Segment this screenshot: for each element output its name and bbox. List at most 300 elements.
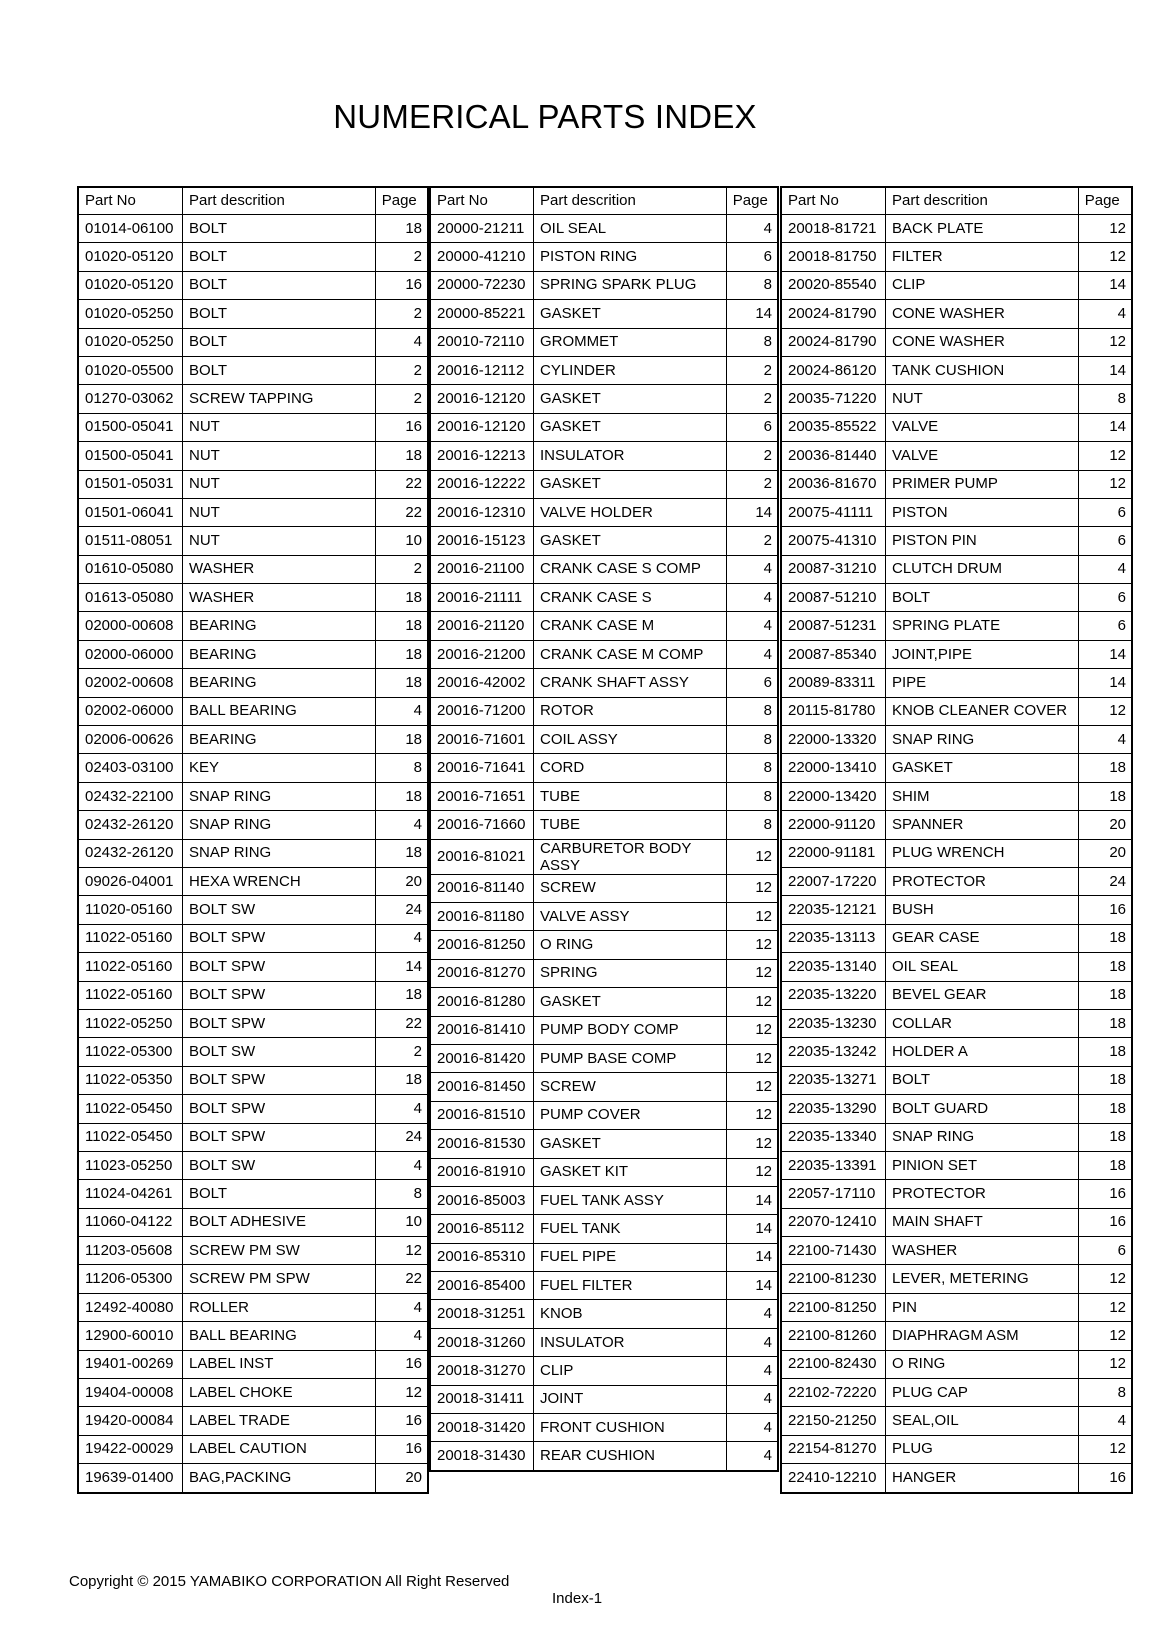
page-reference: 12 <box>1078 470 1132 498</box>
part-number: 22035-13230 <box>781 1009 885 1037</box>
part-number: 22000-13420 <box>781 782 885 810</box>
part-number: 20087-51231 <box>781 612 885 640</box>
part-number: 01613-05080 <box>78 584 182 612</box>
page-reference: 20 <box>1078 811 1132 839</box>
part-number: 22000-91120 <box>781 811 885 839</box>
part-number: 20018-81721 <box>781 215 885 243</box>
part-number: 11022-05300 <box>78 1038 182 1066</box>
part-number: 20016-21100 <box>430 555 533 583</box>
part-number: 20016-81250 <box>430 931 533 959</box>
part-description: PISTON PIN <box>885 527 1078 555</box>
part-description: BOLT ADHESIVE <box>182 1208 375 1236</box>
part-description: JOINT <box>533 1385 726 1413</box>
part-description: ROTOR <box>533 697 726 725</box>
part-number: 20016-85003 <box>430 1186 533 1214</box>
page-reference: 8 <box>726 697 778 725</box>
description-header: Part descrition <box>182 187 375 215</box>
part-number: 22150-21250 <box>781 1407 885 1435</box>
part-description: CYLINDER <box>533 356 726 384</box>
page-reference: 8 <box>726 726 778 754</box>
page-reference: 18 <box>1078 1038 1132 1066</box>
table-row <box>781 839 1132 867</box>
part-description: BOLT <box>182 356 375 384</box>
table-row <box>78 442 428 470</box>
page-header: Page <box>726 187 778 215</box>
page-reference: 16 <box>375 1407 428 1435</box>
part-description: VALVE <box>885 413 1078 441</box>
part-number: 20024-81790 <box>781 328 885 356</box>
part-description: SNAP RING <box>182 839 375 867</box>
part-number: 01500-05041 <box>78 413 182 441</box>
table-row <box>781 1237 1132 1265</box>
page-header: Page <box>1078 187 1132 215</box>
part-number: 02000-00608 <box>78 612 182 640</box>
part-description: BEARING <box>182 612 375 640</box>
part-number: 20020-85540 <box>781 271 885 299</box>
part-description: PUMP BASE COMP <box>533 1044 726 1072</box>
page-reference: 12 <box>726 959 778 987</box>
page-reference: 18 <box>375 442 428 470</box>
table-row <box>781 215 1132 243</box>
page-reference: 2 <box>375 555 428 583</box>
page-reference: 10 <box>375 1208 428 1236</box>
page-reference: 20 <box>1078 839 1132 867</box>
part-number: 11022-05450 <box>78 1123 182 1151</box>
part-number: 01501-06041 <box>78 498 182 526</box>
page-reference: 14 <box>726 1243 778 1271</box>
table-row <box>781 1407 1132 1435</box>
page-reference: 14 <box>1078 413 1132 441</box>
table-row <box>781 867 1132 895</box>
page-reference: 12 <box>1078 697 1132 725</box>
table-row <box>430 527 778 555</box>
part-number: 22070-12410 <box>781 1208 885 1236</box>
part-number: 22035-12121 <box>781 896 885 924</box>
table-row <box>781 1038 1132 1066</box>
part-description: SCREW TAPPING <box>182 385 375 413</box>
page-reference: 4 <box>726 1357 778 1385</box>
part-number: 20036-81670 <box>781 470 885 498</box>
part-number: 11022-05160 <box>78 953 182 981</box>
part-description: BOLT SPW <box>182 981 375 1009</box>
table-row <box>430 612 778 640</box>
table-row <box>430 271 778 299</box>
part-description: FUEL PIPE <box>533 1243 726 1271</box>
table-row <box>781 356 1132 384</box>
table-row <box>781 1265 1132 1293</box>
part-description: CLUTCH DRUM <box>885 555 1078 583</box>
page-reference: 4 <box>375 924 428 952</box>
part-description: O RING <box>885 1350 1078 1378</box>
part-number: 22000-91181 <box>781 839 885 867</box>
part-description: GASKET <box>533 470 726 498</box>
page-reference: 12 <box>726 931 778 959</box>
table-row <box>781 243 1132 271</box>
table-row <box>781 697 1132 725</box>
table-row <box>781 1180 1132 1208</box>
part-description: BOLT <box>182 328 375 356</box>
part-number: 22035-13140 <box>781 953 885 981</box>
page-reference: 8 <box>375 1180 428 1208</box>
part-description: SCREW PM SW <box>182 1237 375 1265</box>
page-reference: 8 <box>726 328 778 356</box>
part-number: 20016-81270 <box>430 959 533 987</box>
part-description: ROLLER <box>182 1293 375 1321</box>
page-reference: 12 <box>726 1016 778 1044</box>
table-row <box>78 1123 428 1151</box>
table-row <box>78 498 428 526</box>
part-number: 01020-05500 <box>78 356 182 384</box>
part-number: 20016-42002 <box>430 669 533 697</box>
part-number: 20016-81450 <box>430 1073 533 1101</box>
part-description: BALL BEARING <box>182 697 375 725</box>
part-number: 20016-81021 <box>430 839 533 874</box>
table-row <box>430 413 778 441</box>
page-reference: 18 <box>375 726 428 754</box>
page-reference: 8 <box>726 754 778 782</box>
table-row <box>78 527 428 555</box>
page-reference: 18 <box>375 782 428 810</box>
page-reference: 14 <box>726 1215 778 1243</box>
table-row <box>781 811 1132 839</box>
part-number: 22035-13113 <box>781 924 885 952</box>
part-description: INSULATOR <box>533 1328 726 1356</box>
part-description: BOLT SPW <box>182 1123 375 1151</box>
page-reference: 22 <box>375 470 428 498</box>
part-number: 20024-86120 <box>781 356 885 384</box>
page-reference: 12 <box>375 1237 428 1265</box>
part-number: 22035-13271 <box>781 1066 885 1094</box>
table-row <box>430 215 778 243</box>
part-description: SNAP RING <box>182 782 375 810</box>
page-reference: 4 <box>375 1293 428 1321</box>
page-reference: 14 <box>1078 669 1132 697</box>
page-reference: 2 <box>726 470 778 498</box>
page-reference: 24 <box>1078 867 1132 895</box>
table-row <box>78 1265 428 1293</box>
table-header-row <box>78 187 428 215</box>
page-reference: 18 <box>1078 754 1132 782</box>
part-description: PISTON <box>885 498 1078 526</box>
part-description: HOLDER A <box>885 1038 1078 1066</box>
page-reference: 6 <box>726 669 778 697</box>
part-number: 11203-05608 <box>78 1237 182 1265</box>
page-reference: 18 <box>1078 953 1132 981</box>
part-number: 20035-85522 <box>781 413 885 441</box>
part-number: 20016-21111 <box>430 584 533 612</box>
part-number: 22057-17110 <box>781 1180 885 1208</box>
part-number: 20016-71651 <box>430 782 533 810</box>
page-reference: 8 <box>1078 1379 1132 1407</box>
part-number: 22410-12210 <box>781 1464 885 1493</box>
page-reference: 2 <box>375 300 428 328</box>
page-reference: 14 <box>375 953 428 981</box>
part-description: DIAPHRAGM ASM <box>885 1322 1078 1350</box>
part-description: HANGER <box>885 1464 1078 1493</box>
part-number: 20016-71660 <box>430 811 533 839</box>
part-description: O RING <box>533 931 726 959</box>
part-number: 01501-05031 <box>78 470 182 498</box>
part-number: 22102-72220 <box>781 1379 885 1407</box>
part-number: 22035-13220 <box>781 981 885 1009</box>
part-description: VALVE ASSY <box>533 902 726 930</box>
page-reference: 24 <box>375 896 428 924</box>
part-description: GASKET <box>533 1130 726 1158</box>
table-row <box>430 874 778 902</box>
part-number: 01500-05041 <box>78 442 182 470</box>
page-reference: 18 <box>1078 1066 1132 1094</box>
part-no-header: Part No <box>430 187 533 215</box>
part-description: LABEL TRADE <box>182 1407 375 1435</box>
page-reference: 12 <box>375 1379 428 1407</box>
page-reference: 2 <box>726 356 778 384</box>
table-row <box>78 1407 428 1435</box>
part-description: BUSH <box>885 896 1078 924</box>
page-reference: 6 <box>726 243 778 271</box>
table-row <box>430 1272 778 1300</box>
page-reference: 18 <box>1078 924 1132 952</box>
part-description: GASKET KIT <box>533 1158 726 1186</box>
part-description: TANK CUSHION <box>885 356 1078 384</box>
part-description: BOLT SW <box>182 896 375 924</box>
part-description: BOLT <box>182 215 375 243</box>
copyright-notice: Copyright © 2015 YAMABIKO CORPORATION All Right Reserved <box>69 1573 510 1590</box>
part-number: 20010-72110 <box>430 328 533 356</box>
part-number: 20016-85310 <box>430 1243 533 1271</box>
part-description: SCREW PM SPW <box>182 1265 375 1293</box>
table-row <box>430 385 778 413</box>
part-description: INSULATOR <box>533 442 726 470</box>
table-row <box>430 470 778 498</box>
part-number: 20016-81530 <box>430 1130 533 1158</box>
table-row <box>430 902 778 930</box>
part-description: CRANK CASE S COMP <box>533 555 726 583</box>
part-description: SEAL,OIL <box>885 1407 1078 1435</box>
table-row <box>78 300 428 328</box>
part-description: KNOB <box>533 1300 726 1328</box>
table-row <box>430 1186 778 1214</box>
table-row <box>78 584 428 612</box>
part-description: BOLT SPW <box>182 1066 375 1094</box>
table-row <box>781 1322 1132 1350</box>
part-description: BEARING <box>182 726 375 754</box>
part-number: 20018-31420 <box>430 1414 533 1442</box>
part-number: 22100-82430 <box>781 1350 885 1378</box>
part-number: 20016-12120 <box>430 385 533 413</box>
table-row <box>781 527 1132 555</box>
page-reference: 16 <box>1078 1464 1132 1493</box>
table-row <box>78 726 428 754</box>
table-row <box>781 1066 1132 1094</box>
part-number: 20016-12222 <box>430 470 533 498</box>
part-no-header: Part No <box>781 187 885 215</box>
page-reference: 2 <box>726 385 778 413</box>
part-number: 20016-71200 <box>430 697 533 725</box>
part-description: NUT <box>182 498 375 526</box>
table-row <box>781 271 1132 299</box>
part-number: 22007-17220 <box>781 867 885 895</box>
table-row <box>78 243 428 271</box>
part-number: 20036-81440 <box>781 442 885 470</box>
page-reference: 14 <box>726 498 778 526</box>
table-row <box>781 1151 1132 1179</box>
page-reference: 12 <box>1078 442 1132 470</box>
part-description: PROTECTOR <box>885 867 1078 895</box>
table-row <box>781 470 1132 498</box>
part-number: 20075-41310 <box>781 527 885 555</box>
page-reference: 18 <box>1078 1123 1132 1151</box>
part-number: 01020-05120 <box>78 243 182 271</box>
table-row <box>430 300 778 328</box>
part-description: NUT <box>885 385 1078 413</box>
page-reference: 12 <box>1078 1265 1132 1293</box>
part-description: COLLAR <box>885 1009 1078 1037</box>
part-description: CRANK SHAFT ASSY <box>533 669 726 697</box>
page-reference: 12 <box>726 839 778 874</box>
page-reference: 12 <box>726 902 778 930</box>
page-reference: 8 <box>726 811 778 839</box>
part-description: BOLT <box>182 243 375 271</box>
table-row <box>430 754 778 782</box>
table-row <box>430 1016 778 1044</box>
table-row <box>430 1442 778 1471</box>
part-number: 20018-81750 <box>781 243 885 271</box>
part-number: 11022-05450 <box>78 1095 182 1123</box>
table-row <box>781 896 1132 924</box>
page-reference: 12 <box>1078 1435 1132 1463</box>
part-description: GROMMET <box>533 328 726 356</box>
part-number: 02002-00608 <box>78 669 182 697</box>
page-reference: 12 <box>726 1073 778 1101</box>
part-description: NUT <box>182 527 375 555</box>
parts-table-1 <box>77 186 429 1494</box>
part-number: 22000-13410 <box>781 754 885 782</box>
part-number: 11023-05250 <box>78 1151 182 1179</box>
page-reference: 16 <box>1078 896 1132 924</box>
part-description: JOINT,PIPE <box>885 640 1078 668</box>
page-reference: 18 <box>375 981 428 1009</box>
part-description: PIPE <box>885 669 1078 697</box>
table-row <box>78 555 428 583</box>
table-row <box>781 1464 1132 1493</box>
part-number: 20035-71220 <box>781 385 885 413</box>
part-description: BOLT <box>182 300 375 328</box>
part-description: PUMP BODY COMP <box>533 1016 726 1044</box>
part-number: 20016-12112 <box>430 356 533 384</box>
part-number: 02432-22100 <box>78 782 182 810</box>
part-description: CRANK CASE M <box>533 612 726 640</box>
part-number: 20016-81510 <box>430 1101 533 1129</box>
table-row <box>78 1464 428 1493</box>
table-row <box>430 988 778 1016</box>
part-description: KEY <box>182 754 375 782</box>
part-number: 22035-13290 <box>781 1095 885 1123</box>
page-reference: 6 <box>1078 498 1132 526</box>
page-reference: 16 <box>375 1435 428 1463</box>
part-number: 20000-72230 <box>430 271 533 299</box>
part-description: BOLT SPW <box>182 1009 375 1037</box>
part-number: 11020-05160 <box>78 896 182 924</box>
table-row <box>78 669 428 697</box>
part-number: 20000-85221 <box>430 300 533 328</box>
part-description: BOLT GUARD <box>885 1095 1078 1123</box>
table-row <box>78 697 428 725</box>
page-reference: 14 <box>726 1186 778 1214</box>
part-description: VALVE <box>885 442 1078 470</box>
part-description: BEVEL GEAR <box>885 981 1078 1009</box>
page-reference: 4 <box>726 1414 778 1442</box>
part-number: 22035-13340 <box>781 1123 885 1151</box>
table-row <box>781 555 1132 583</box>
page-reference: 12 <box>726 1101 778 1129</box>
table-row <box>78 612 428 640</box>
page-reference: 12 <box>726 1158 778 1186</box>
part-number: 01270-03062 <box>78 385 182 413</box>
part-description: WASHER <box>182 584 375 612</box>
part-description: FUEL TANK ASSY <box>533 1186 726 1214</box>
table-row <box>430 959 778 987</box>
part-number: 11022-05160 <box>78 924 182 952</box>
part-description: BOLT <box>182 271 375 299</box>
part-description: FUEL FILTER <box>533 1272 726 1300</box>
part-description: BOLT SPW <box>182 924 375 952</box>
page-reference: 20 <box>375 1464 428 1493</box>
page-reference: 12 <box>726 988 778 1016</box>
part-description: CARBURETOR BODY ASSY <box>533 839 726 874</box>
table-row <box>430 1328 778 1356</box>
page-reference: 16 <box>375 271 428 299</box>
table-row <box>781 300 1132 328</box>
part-number: 22000-13320 <box>781 726 885 754</box>
part-number: 01020-05250 <box>78 328 182 356</box>
part-number: 20018-31430 <box>430 1442 533 1471</box>
parts-table-3 <box>780 186 1133 1494</box>
page-reference: 6 <box>1078 1237 1132 1265</box>
page-reference: 4 <box>726 612 778 640</box>
part-number: 20016-12120 <box>430 413 533 441</box>
part-number: 11022-05250 <box>78 1009 182 1037</box>
table-row <box>430 1158 778 1186</box>
part-description: BOLT SW <box>182 1151 375 1179</box>
table-row <box>781 1379 1132 1407</box>
page-reference: 10 <box>375 527 428 555</box>
table-row <box>781 612 1132 640</box>
table-row <box>78 1293 428 1321</box>
part-number: 20016-71641 <box>430 754 533 782</box>
part-number: 22035-13391 <box>781 1151 885 1179</box>
part-description: TUBE <box>533 811 726 839</box>
table-row <box>78 953 428 981</box>
part-description: LEVER, METERING <box>885 1265 1078 1293</box>
table-row <box>430 356 778 384</box>
part-description: GEAR CASE <box>885 924 1078 952</box>
part-number: 20016-21200 <box>430 640 533 668</box>
part-number: 20087-85340 <box>781 640 885 668</box>
table-row <box>78 356 428 384</box>
part-description: SPANNER <box>885 811 1078 839</box>
part-number: 20016-85400 <box>430 1272 533 1300</box>
part-description: FILTER <box>885 243 1078 271</box>
part-number: 12900-60010 <box>78 1322 182 1350</box>
part-number: 20000-41210 <box>430 243 533 271</box>
page-reference: 4 <box>726 1385 778 1413</box>
table-row <box>430 1101 778 1129</box>
table-row <box>781 754 1132 782</box>
page-reference: 16 <box>1078 1208 1132 1236</box>
description-header: Part descrition <box>885 187 1078 215</box>
part-description: BALL BEARING <box>182 1322 375 1350</box>
page-reference: 4 <box>726 1442 778 1471</box>
